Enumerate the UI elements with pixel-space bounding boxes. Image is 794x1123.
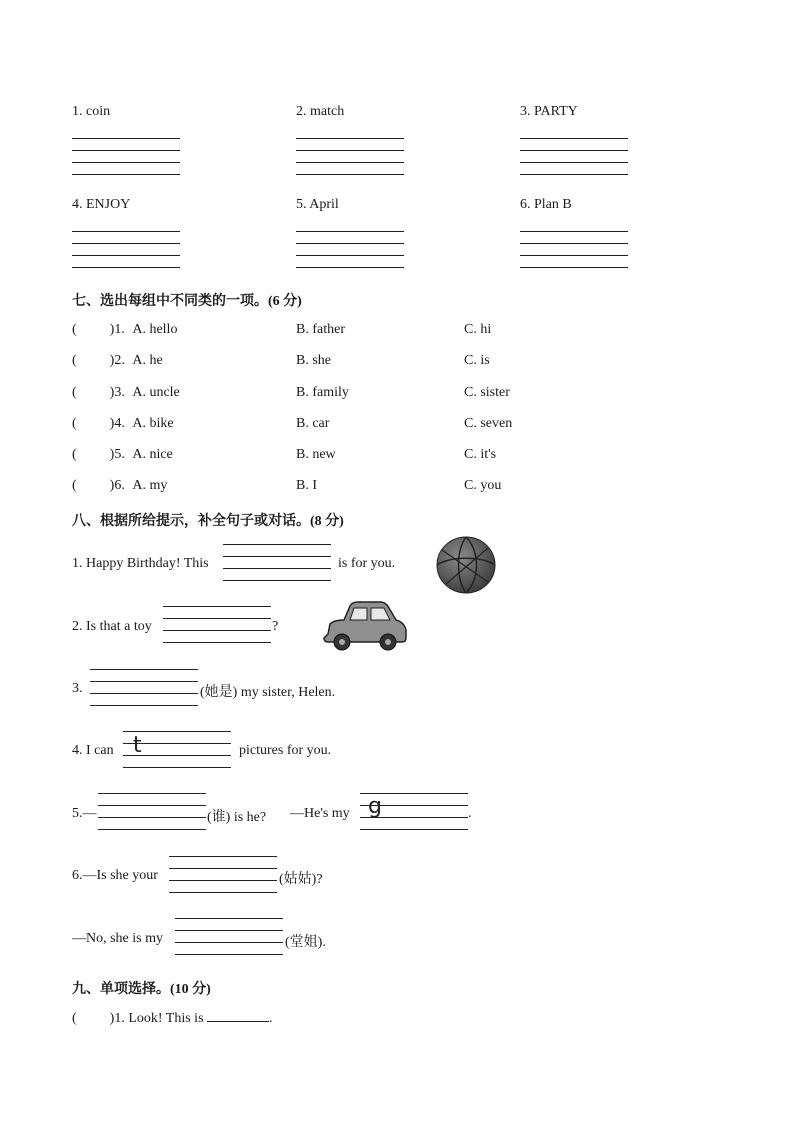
s7-row-6-b: B. I <box>296 478 317 493</box>
s8-q5-hint-letter: g <box>368 794 382 819</box>
s7-row-4-b: B. car <box>296 416 330 431</box>
s7-row-4-c: C. seven <box>464 416 513 431</box>
section-8-title: 八、根据所给提示，补全句子或对话。(8 分) <box>72 514 344 529</box>
s8-q1-post: is for you. <box>338 556 396 571</box>
s8-q5-writing-lines-who[interactable] <box>98 793 206 839</box>
s7-row-1-c: C. hi <box>464 322 492 337</box>
copy-word-1: 1. coin <box>72 104 111 119</box>
option-a: A. nice <box>132 447 173 462</box>
s9-q1-text: )1. Look! This is <box>109 1011 204 1026</box>
s7-row-3-c: C. sister <box>464 385 510 400</box>
section-7-title: 七、选出每组中不同类的一项。(6 分) <box>72 294 302 309</box>
writing-lines-1[interactable] <box>72 138 180 184</box>
s8-q4-pre: 4. I can <box>72 743 114 758</box>
question-number: )3. <box>109 385 125 400</box>
s7-row-6-c: C. you <box>464 478 502 493</box>
s9-q1 <box>72 1009 273 1027</box>
s7-row-5-b: B. new <box>296 447 336 462</box>
answer-paren-open[interactable]: ( <box>72 322 77 337</box>
s7-row-3 <box>72 385 180 401</box>
s7-row-6 <box>72 478 167 494</box>
s8-q6b-post: (堂姐). <box>285 935 326 950</box>
option-a: A. hello <box>132 322 178 337</box>
s8-q5-mid: (谁) is he? <box>207 810 267 825</box>
s9-q1-blank[interactable] <box>207 1009 269 1022</box>
section-9-title: 九、单项选择。(10 分) <box>72 982 211 997</box>
copy-word-6: 6. Plan B <box>520 197 572 212</box>
s8-q1-pre: 1. Happy Birthday! This <box>72 556 209 571</box>
s7-row-1 <box>72 322 177 338</box>
s8-q5-answer-pre: —He's my <box>290 806 350 821</box>
s8-q2-post: ? <box>272 619 279 634</box>
copy-word-3: 3. PARTY <box>520 104 578 119</box>
s8-q6b-pre: —No, she is my <box>72 931 163 946</box>
s8-q2-pre: 2. Is that a toy <box>72 619 152 634</box>
s8-q4-hint-letter: t <box>133 733 142 758</box>
s8-q2-writing-lines[interactable] <box>163 606 271 652</box>
option-a: A. he <box>132 353 163 368</box>
s8-q3-writing-lines[interactable] <box>90 669 198 715</box>
question-number: )1. <box>109 322 125 337</box>
option-a: A. bike <box>132 416 174 431</box>
s7-row-4 <box>72 416 174 432</box>
writing-lines-5[interactable] <box>296 231 404 277</box>
answer-paren-open[interactable]: ( <box>72 353 77 368</box>
answer-paren-open[interactable]: ( <box>72 416 77 431</box>
s8-q4-post: pictures for you. <box>239 743 332 758</box>
answer-paren-open[interactable]: ( <box>72 385 77 400</box>
s9-q1-end: . <box>269 1011 273 1026</box>
s7-row-2-c: C. is <box>464 353 490 368</box>
copy-word-5: 5. April <box>296 197 339 212</box>
s8-q3-post: (她是) my sister, Helen. <box>200 685 336 700</box>
question-number: )2. <box>109 353 125 368</box>
s7-row-3-b: B. family <box>296 385 349 400</box>
s8-q6-pre: 6.—Is she your <box>72 868 158 883</box>
s8-q6-post: (姑姑)? <box>279 872 323 887</box>
question-number: )6. <box>109 478 125 493</box>
s8-q1-writing-lines[interactable] <box>223 544 331 590</box>
s7-row-5 <box>72 447 173 463</box>
answer-paren-open[interactable]: ( <box>72 478 77 493</box>
option-a: A. my <box>132 478 168 493</box>
s7-row-1-b: B. father <box>296 322 345 337</box>
question-number: )5. <box>109 447 125 462</box>
option-a: A. uncle <box>132 385 180 400</box>
copy-word-2: 2. match <box>296 104 345 119</box>
answer-paren-open[interactable]: ( <box>72 447 77 462</box>
toy-car-icon <box>322 600 408 654</box>
question-number: )4. <box>109 416 125 431</box>
s8-q5-end: . <box>468 806 472 821</box>
s7-row-5-c: C. it's <box>464 447 497 462</box>
s8-q6-writing-lines-aunt[interactable] <box>169 856 277 902</box>
s8-q3-pre: 3. <box>72 681 83 696</box>
answer-paren-open[interactable]: ( <box>72 1011 77 1026</box>
s7-row-2-b: B. she <box>296 353 331 368</box>
writing-lines-3[interactable] <box>520 138 628 184</box>
writing-lines-4[interactable] <box>72 231 180 277</box>
s8-q6b-writing-lines-cousin[interactable] <box>175 918 283 964</box>
s8-q5-pre: 5.— <box>72 806 97 821</box>
copy-word-4: 4. ENJOY <box>72 197 131 212</box>
ball-icon <box>436 536 496 594</box>
writing-lines-6[interactable] <box>520 231 628 277</box>
writing-lines-2[interactable] <box>296 138 404 184</box>
s7-row-2 <box>72 353 163 369</box>
